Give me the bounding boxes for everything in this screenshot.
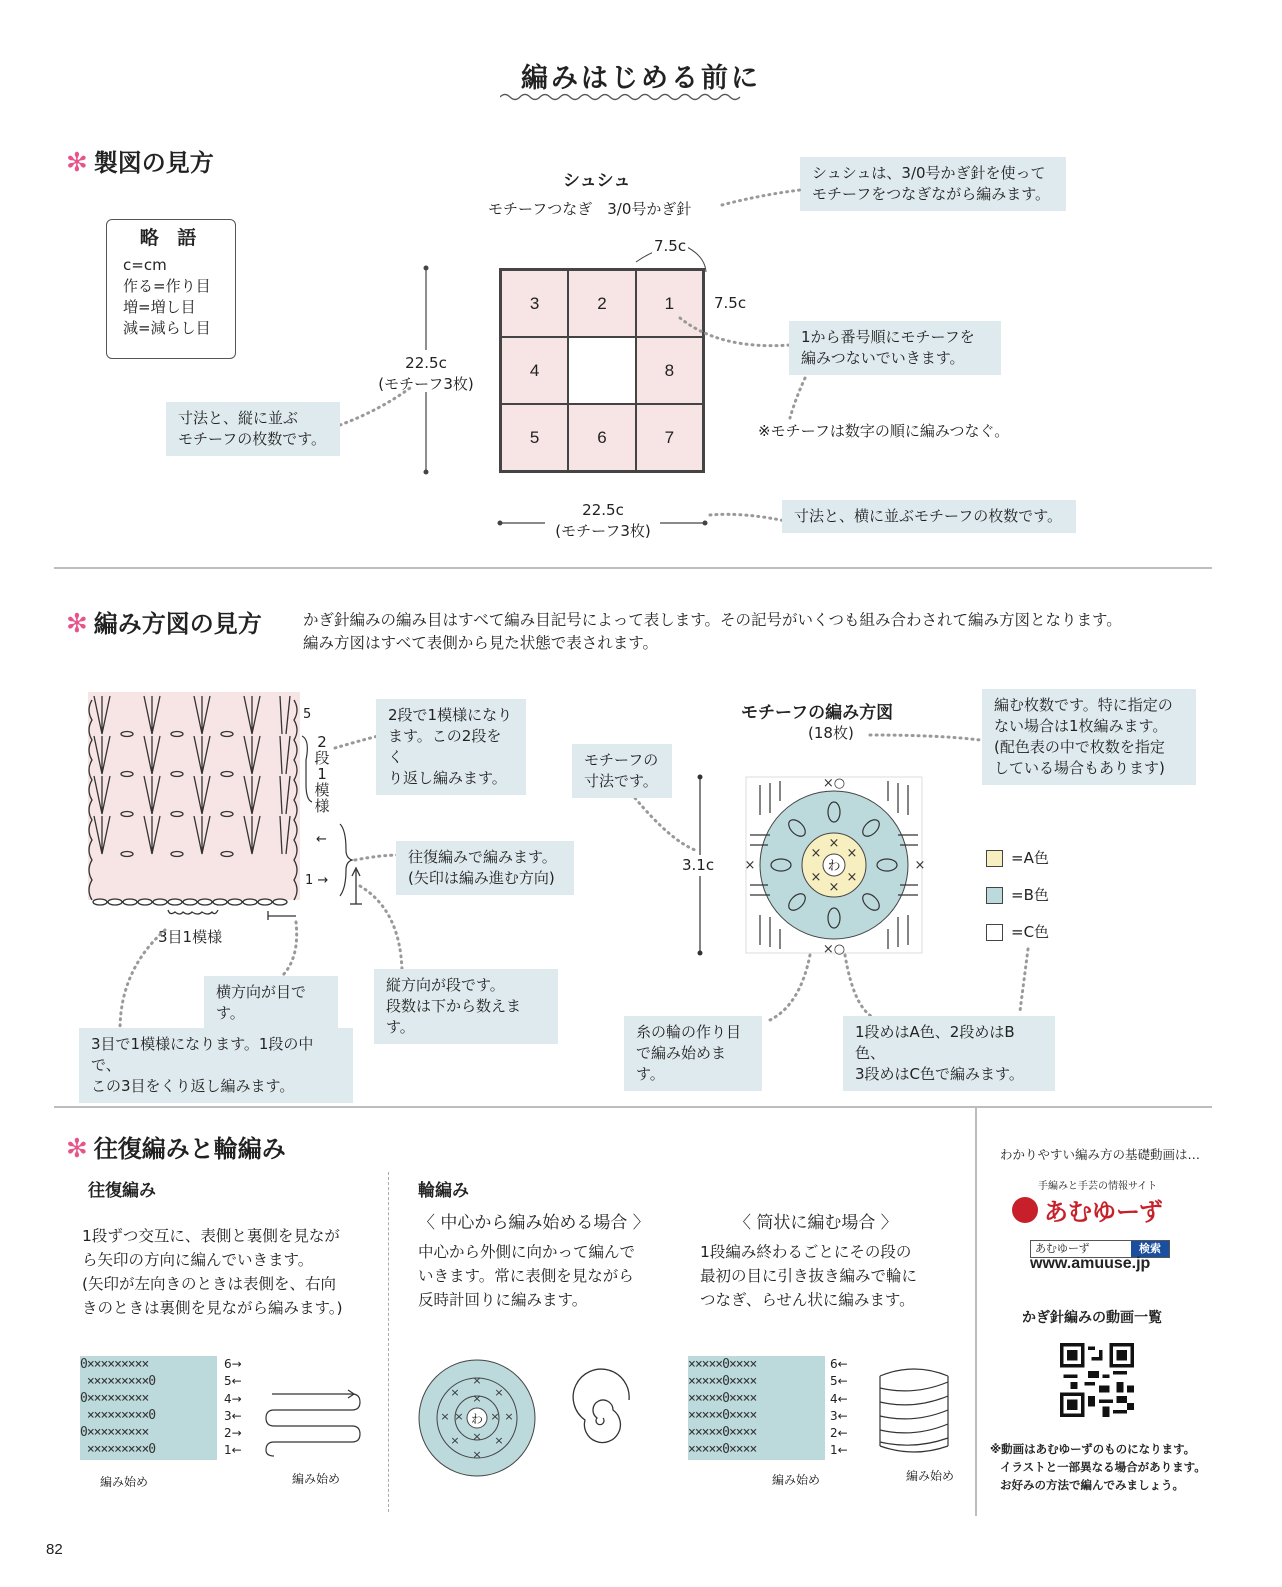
row-label: 3← xyxy=(830,1408,848,1423)
abbr-line: 減=減らし目 xyxy=(123,319,211,337)
abbreviation-title: 略 語 xyxy=(139,227,203,249)
swatch-b xyxy=(986,887,1003,904)
note-line: ない場合は1枚編みます。 xyxy=(994,717,1168,735)
motif-cell: 5 xyxy=(501,404,568,471)
section-heading-text: 編み方図の見方 xyxy=(93,610,262,638)
intro-line: 編み方図はすべて表側から見た状態で表されます。 xyxy=(303,634,658,652)
swatch-c xyxy=(986,924,1003,941)
section-heading-rounds xyxy=(66,1129,286,1164)
note-line: シュシュは、3/0号かぎ針を使って xyxy=(812,164,1046,182)
diagram-title: シュシュ xyxy=(563,171,631,191)
dim-bottom xyxy=(548,500,658,542)
svg-text:×: × xyxy=(494,1386,504,1399)
note-line: 3目で1模様になります。1段の中で、 xyxy=(91,1035,314,1074)
note-colors xyxy=(843,1016,1055,1091)
note-horizontal: 寸法と、横に並ぶモチーフの枚数です。 xyxy=(782,500,1076,533)
note-order-rule: ※モチーフは数字の順に編みつなぐ。 xyxy=(758,422,1010,440)
logo-text: あむゆーず xyxy=(1044,1198,1163,1226)
start-label: 編み始め xyxy=(906,1469,955,1483)
svg-text:×: × xyxy=(914,858,926,873)
page-title: 編みはじめる前に xyxy=(521,63,761,94)
zigzag-arrows xyxy=(262,1388,362,1460)
qr-code-icon[interactable] xyxy=(1060,1343,1134,1417)
text-line: いきます。常に表側を見ながら xyxy=(418,1267,634,1285)
chart-intro xyxy=(303,609,1122,655)
tube-chart: ×××××0×××× ×××××0×××× ×××××0×××× ×××××0×××× ×××××0×××× ×××××0×××× xyxy=(688,1356,825,1460)
legend-label: =C色 xyxy=(1011,923,1050,941)
note-line: ます。この2段をく xyxy=(388,727,502,766)
svg-text:×: × xyxy=(846,870,858,885)
back-forth-text xyxy=(82,1224,343,1320)
dim-top: 7.5c xyxy=(654,237,687,255)
row-label: 1← xyxy=(830,1443,848,1458)
asterisk-icon: ✻ xyxy=(66,1134,88,1164)
dim-bottom-value: 22.5c xyxy=(582,501,624,519)
motif-chart xyxy=(680,725,1000,1055)
note-line: モチーフをつなぎながら編みます。 xyxy=(812,185,1051,203)
row-label: 1← xyxy=(224,1443,242,1458)
search-button[interactable]: 検索 xyxy=(1131,1241,1169,1257)
motif-cell: 4 xyxy=(501,337,568,404)
motif-cell: 3 xyxy=(501,270,568,337)
sidebar-footnote xyxy=(990,1440,1206,1494)
svg-text:×○: ×○ xyxy=(822,776,846,791)
legend-item-c xyxy=(986,922,1049,943)
note-motif-size xyxy=(572,744,672,798)
note-line: 2段で1模様になり xyxy=(388,706,513,724)
color-legend xyxy=(986,848,1049,943)
note-line: 糸の輪の作り目 xyxy=(636,1023,742,1041)
motif-cell: 6 xyxy=(568,404,635,471)
svg-text:×: × xyxy=(472,1448,482,1461)
note-line: 1段めはA色、2段めはB色、 xyxy=(855,1023,1015,1062)
note-back-forth xyxy=(396,841,574,895)
sidebar-divider xyxy=(975,1108,977,1516)
svg-text:×: × xyxy=(454,1410,464,1423)
spiral-tube xyxy=(870,1362,960,1458)
text-line: 中心から外側に向かって編んで xyxy=(418,1243,636,1261)
text-line: ら矢印の方向に編んでいきます。 xyxy=(82,1251,314,1269)
footnote-line: イラストと一部異なる場合があります。 xyxy=(1000,1460,1206,1474)
legend-item-b xyxy=(986,885,1049,906)
note-line: この3目をくり返し編みます。 xyxy=(91,1077,295,1095)
section-heading-chart xyxy=(66,604,262,639)
site-logo[interactable] xyxy=(1012,1192,1163,1227)
row-arrow-left: ← xyxy=(316,832,327,847)
motif-cell: 8 xyxy=(636,337,703,404)
footnote-line: ※動画はあむゆーずのものになります。 xyxy=(990,1442,1196,1456)
note-line: モチーフの枚数です。 xyxy=(178,430,327,448)
svg-text:×: × xyxy=(810,846,822,861)
start-label: 編み始め xyxy=(772,1473,821,1487)
note-line: 縦方向が段です。 xyxy=(386,976,505,994)
asterisk-icon: ✻ xyxy=(66,609,88,639)
note-ring xyxy=(624,1016,762,1091)
label-char: 様 xyxy=(314,797,330,815)
text-line: 1段編み終わるごとにその段の xyxy=(700,1243,912,1261)
note-line: 1から番号順にモチーフを xyxy=(801,328,975,346)
site-tagline: 手編みと手芸の情報サイト xyxy=(1038,1181,1158,1192)
divider xyxy=(54,567,1212,569)
svg-text:×: × xyxy=(494,1434,504,1447)
abbr-line: c=cm xyxy=(123,256,167,274)
svg-text:×: × xyxy=(440,1410,450,1423)
note-horizontal-stitches: 横方向が目です。 xyxy=(204,976,338,1030)
svg-text:わ: わ xyxy=(827,859,841,874)
text-line: きのときは裏側を見ながら編みます。) xyxy=(82,1299,343,1317)
drafting-dimension-lines xyxy=(0,0,1282,560)
dim-left-value: 22.5c xyxy=(405,354,447,372)
note-line: モチーフの xyxy=(584,751,659,769)
row-label: 5← xyxy=(830,1374,848,1389)
note-line: 編みつないでいきます。 xyxy=(801,349,965,367)
label-char: 2 xyxy=(317,733,327,751)
tube-row-labels xyxy=(830,1356,848,1460)
dim-right: 7.5c xyxy=(714,294,747,312)
row-label: 5← xyxy=(224,1374,242,1389)
sub-tube: 〈 筒状に編む場合 〉 xyxy=(734,1213,898,1233)
note-vertical-rows xyxy=(374,969,558,1044)
row-label: 3← xyxy=(224,1408,242,1423)
note-line: 寸法です。 xyxy=(584,772,658,790)
svg-text:わ: わ xyxy=(470,1412,484,1426)
dim-bottom-note: (モチーフ3枚) xyxy=(555,522,651,540)
note-line: (配色表の中で枚数を指定 xyxy=(994,738,1165,756)
intro-line: かぎ針編みの編み目はすべて編み目記号によって表します。その記号がいくつも組み合わされて編み方図となります。 xyxy=(303,611,1122,629)
note-line: している場合もあります) xyxy=(994,759,1165,777)
footnote-line: お好みの方法で編んでみましょう。 xyxy=(1000,1478,1184,1492)
row-label: 6← xyxy=(830,1357,848,1371)
note-order xyxy=(789,321,1001,375)
svg-text:×: × xyxy=(828,880,840,895)
note-line: り返し編みます。 xyxy=(388,769,507,787)
back-forth-chart: 0××××××××× ×××××××××0 0××××××××× ×××××××××0 0××××××××× ×××××××××0 xyxy=(80,1356,217,1460)
row-label: 4→ xyxy=(224,1391,242,1406)
column-divider xyxy=(388,1172,389,1512)
page-number: 82 xyxy=(46,1541,63,1558)
legend-item-a xyxy=(986,848,1049,869)
video-list-label: かぎ針編みの動画一覧 xyxy=(1022,1310,1162,1326)
svg-text:×: × xyxy=(846,846,858,861)
label-char: 模 xyxy=(314,781,330,799)
motif-cell: 2 xyxy=(568,270,635,337)
label-char: 段 xyxy=(314,749,330,767)
note-count xyxy=(982,689,1196,785)
sub-back-forth: 往復編み xyxy=(88,1181,156,1201)
center-text xyxy=(418,1240,635,1312)
row-label: 6→ xyxy=(224,1357,242,1371)
note-two-rows xyxy=(376,699,526,795)
repeat-label: 3目1模様 xyxy=(158,928,223,946)
row-5-label: 5 xyxy=(303,707,312,722)
diagram-subtitle: モチーフつなぎ 3/0号かぎ針 xyxy=(488,200,692,218)
row-arrow-right: 1 → xyxy=(305,873,329,888)
motif-cell: 7 xyxy=(636,404,703,471)
svg-text:×: × xyxy=(450,1386,460,1399)
note-line: 寸法と、縦に並ぶ xyxy=(178,409,299,427)
svg-text:×: × xyxy=(744,858,756,873)
svg-text:×: × xyxy=(472,1374,482,1387)
text-line: 最初の目に引き抜き編みで輪に xyxy=(700,1267,918,1285)
search-input[interactable]: あむゆーず xyxy=(1035,1242,1090,1255)
motif-cell: 1 xyxy=(636,270,703,337)
svg-text:×: × xyxy=(472,1392,482,1405)
legend-label: =B色 xyxy=(1011,886,1049,904)
svg-text:×: × xyxy=(828,836,840,851)
round-charts xyxy=(415,1358,665,1478)
text-line: つなぎ、らせん状に編みます。 xyxy=(700,1291,915,1309)
row-label: 2→ xyxy=(224,1426,242,1441)
asterisk-icon: ✻ xyxy=(66,148,88,178)
row-label: 4← xyxy=(830,1391,848,1406)
label-char: 1 xyxy=(317,765,327,783)
abbr-line: 増=増し目 xyxy=(123,298,196,316)
note-line: 編む枚数です。特に指定の xyxy=(994,696,1173,714)
svg-text:×: × xyxy=(450,1434,460,1447)
note-vertical xyxy=(166,402,340,456)
note-line: 段数は下から数えます。 xyxy=(386,997,522,1036)
motif-count: (18枚) xyxy=(808,724,854,742)
motif-dim: 3.1c xyxy=(682,856,715,874)
site-url[interactable]: www.amuuse.jp xyxy=(1030,1255,1151,1272)
note-three-stitch xyxy=(79,1028,353,1103)
swatch-a xyxy=(986,850,1003,867)
svg-text:×: × xyxy=(490,1410,500,1423)
note-line: 往復編みで編みます。 xyxy=(408,848,557,866)
abbr-line: 作る=作り目 xyxy=(123,277,211,295)
note-line: 3段めはC色で編みます。 xyxy=(855,1065,1024,1083)
start-label: 編み始め xyxy=(292,1472,341,1486)
start-label: 編み始め xyxy=(100,1475,149,1489)
motif-title: モチーフの編み方図 xyxy=(741,703,894,723)
dim-left-note: (モチーフ3枚) xyxy=(378,375,474,393)
text-line: (矢印が左向きのときは表側を、右向 xyxy=(82,1275,337,1293)
sidebar-intro: わかりやすい編み方の基礎動画は… xyxy=(1000,1147,1201,1162)
text-line: 1段ずつ交互に、表側と裏側を見なが xyxy=(82,1227,340,1245)
legend-dotted-line xyxy=(1010,945,1040,1015)
svg-text:×○: ×○ xyxy=(822,942,846,957)
sub-round: 輪編み xyxy=(418,1181,469,1201)
svg-text:×: × xyxy=(810,870,822,885)
section-heading-text: 往復編みと輪編み xyxy=(93,1135,286,1163)
sub-center: 〈 中心から編み始める場合 〉 xyxy=(418,1213,650,1233)
divider xyxy=(54,1106,1212,1108)
svg-text:×: × xyxy=(472,1430,482,1443)
svg-text:×: × xyxy=(504,1410,514,1423)
dim-left xyxy=(374,353,478,395)
note-line: (矢印は編み進む方向) xyxy=(408,869,555,887)
section-heading-text: 製図の見方 xyxy=(93,149,214,177)
row-label: 2← xyxy=(830,1426,848,1441)
note-line: で編み始めます。 xyxy=(636,1044,727,1083)
back-forth-row-labels xyxy=(224,1356,242,1460)
tube-text xyxy=(700,1240,917,1312)
yarn-ball-icon xyxy=(1012,1197,1038,1223)
legend-label: =A色 xyxy=(1011,849,1049,867)
text-line: 反時計回りに編みます。 xyxy=(418,1291,588,1309)
